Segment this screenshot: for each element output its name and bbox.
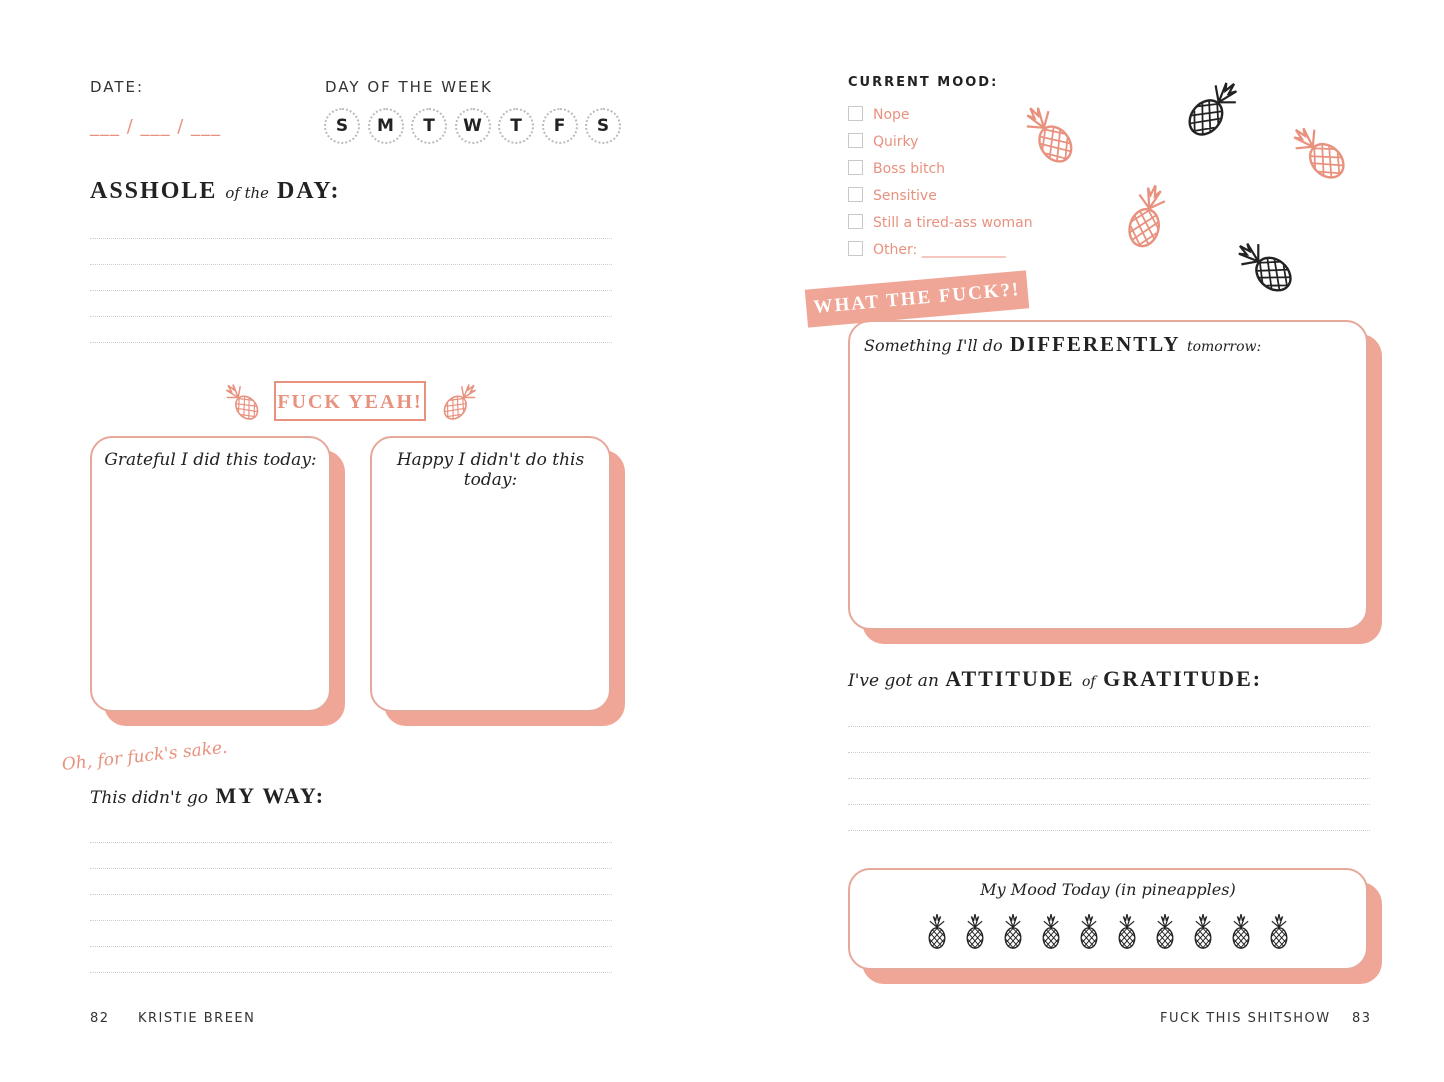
grateful-prompt: Grateful I did this today: — [104, 450, 317, 470]
mood-option-label: Other: ____________ — [873, 242, 1006, 258]
wtf-banner: WHAT THE FUCK?! — [805, 270, 1029, 327]
writing-line[interactable] — [90, 342, 612, 343]
pineapple-icon[interactable] — [925, 912, 949, 952]
mood-option-label: Boss bitch — [873, 161, 946, 177]
checkbox[interactable] — [848, 241, 863, 256]
mood-option[interactable] — [848, 160, 945, 178]
writing-line[interactable] — [90, 920, 612, 921]
pineapple-icon[interactable] — [1115, 912, 1139, 952]
current-mood-label: CURRENT MOOD: — [848, 75, 999, 90]
pineapple-icon[interactable] — [1191, 912, 1215, 952]
writing-line[interactable] — [90, 894, 612, 895]
grateful-card[interactable] — [90, 436, 331, 712]
writing-line[interactable] — [90, 842, 612, 843]
pineapple-icon[interactable] — [1077, 912, 1101, 952]
left-page-number: 82 — [90, 1011, 110, 1026]
pineapple-icon — [1174, 69, 1252, 149]
date-label: DATE: — [90, 78, 145, 96]
day-circle[interactable]: S — [585, 108, 621, 144]
day-of-week-label: DAY OF THE WEEK — [325, 78, 493, 96]
pineapple-icon[interactable] — [1229, 912, 1253, 952]
writing-line[interactable] — [90, 238, 612, 239]
fuck-yeah-banner: FUCK YEAH! — [274, 381, 426, 421]
writing-line[interactable] — [90, 316, 612, 317]
writing-line[interactable] — [90, 290, 612, 291]
mood-today-label: My Mood Today (in pineapples) — [980, 880, 1236, 899]
pineapple-icon[interactable] — [1267, 912, 1291, 952]
writing-line[interactable] — [848, 752, 1370, 753]
mood-option-label: Quirky — [873, 134, 919, 150]
mood-option[interactable] — [848, 214, 1033, 232]
day-circle[interactable]: M — [368, 108, 404, 144]
day-circle[interactable]: S — [324, 108, 360, 144]
pineapple-icon — [432, 374, 488, 431]
writing-line[interactable] — [90, 946, 612, 947]
asshole-of-the-day-heading: ASSHOLE of the DAY: — [90, 178, 341, 204]
mood-option[interactable] — [848, 187, 937, 205]
mood-option-label: Sensitive — [873, 188, 937, 204]
my-way-heading: This didn't go MY WAY: — [90, 783, 326, 808]
pineapple-icon — [214, 374, 270, 431]
gratitude-heading: I've got an ATTITUDE of GRATITUDE: — [848, 666, 1263, 691]
happy-prompt: Happy I didn't do this today: — [396, 450, 585, 490]
day-circle[interactable]: T — [411, 108, 447, 144]
writing-line[interactable] — [848, 804, 1370, 805]
differently-card[interactable] — [848, 320, 1368, 630]
checkbox[interactable] — [848, 214, 863, 229]
pineapple-icon — [1011, 95, 1087, 175]
pineapple-icon — [1279, 113, 1358, 192]
pineapple-icon[interactable] — [1153, 912, 1177, 952]
pineapple-icon[interactable] — [1039, 912, 1063, 952]
day-circle[interactable]: W — [455, 108, 491, 144]
mood-option[interactable] — [848, 106, 910, 124]
day-circle[interactable]: T — [498, 108, 534, 144]
writing-line[interactable] — [848, 726, 1370, 727]
pineapple-icon — [1225, 228, 1305, 306]
writing-line[interactable] — [848, 778, 1370, 779]
checkbox[interactable] — [848, 133, 863, 148]
checkbox[interactable] — [848, 160, 863, 175]
mood-pineapple-rating — [850, 912, 1366, 957]
pineapple-icon — [1116, 179, 1178, 255]
differently-prompt: Something I'll do DIFFERENTLY tomorrow: — [864, 332, 1262, 356]
happy-card[interactable] — [370, 436, 611, 712]
mood-option[interactable] — [848, 133, 918, 151]
author-name: KRISTIE BREEN — [138, 1011, 256, 1026]
book-title: FUCK THIS SHITSHOW — [1160, 1011, 1331, 1026]
pineapple-icon[interactable] — [963, 912, 987, 952]
mood-option-label: Still a tired-ass woman — [873, 215, 1033, 231]
pineapple-icon[interactable] — [1001, 912, 1025, 952]
mood-option-label: Nope — [873, 107, 910, 123]
mood-option[interactable] — [848, 241, 1006, 259]
mood-today-card — [848, 868, 1368, 970]
checkbox[interactable] — [848, 187, 863, 202]
writing-line[interactable] — [90, 868, 612, 869]
day-circle[interactable]: F — [542, 108, 578, 144]
date-field[interactable]: ___ / ___ / ___ — [90, 116, 222, 137]
writing-line[interactable] — [90, 264, 612, 265]
writing-line[interactable] — [90, 972, 612, 973]
right-page-number: 83 — [1352, 1011, 1372, 1026]
oh-for-fucks-sake-note: Oh, for fuck's sake. — [60, 737, 229, 775]
checkbox[interactable] — [848, 106, 863, 121]
writing-line[interactable] — [848, 830, 1370, 831]
